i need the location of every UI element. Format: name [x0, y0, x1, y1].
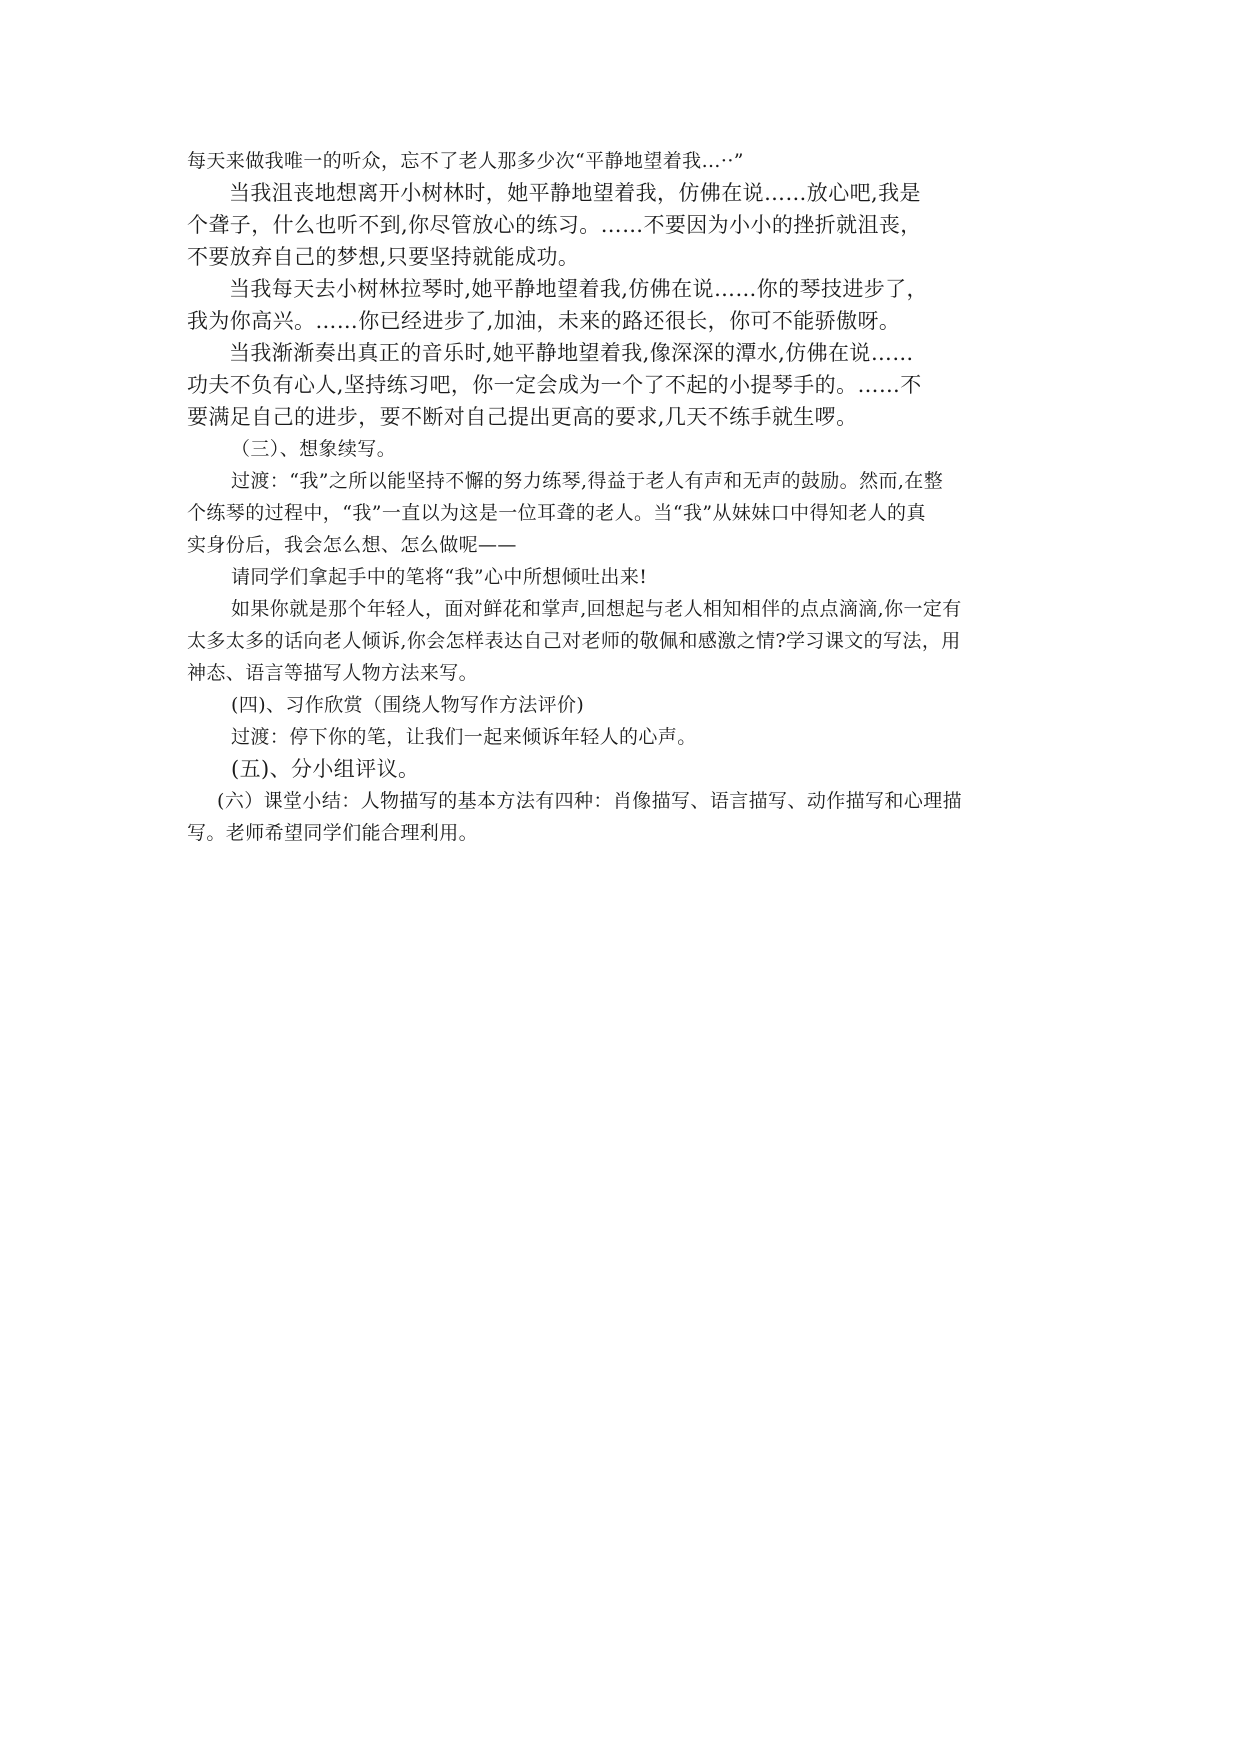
section-heading: (六）课堂小结：人物描写的基本方法有四种：肖像描写、语言描写、动作描写和心理描 — [217, 790, 963, 812]
text-line: 个练琴的过程中，“我”一直以为这是一位耳聋的老人。当“我”从妹妹口中得知老人的真 — [187, 502, 926, 524]
paragraph-line: 当我每天去小树林拉琴时,她平静地望着我,仿佛在说……你的琴技进步了， — [229, 277, 928, 301]
paragraph-line: 请同学们拿起手中的笔将“我”心中所想倾吐出来! — [231, 566, 648, 588]
paragraph-line: 过渡：“我”之所以能坚持不懈的努力练琴,得益于老人有声和无声的鼓励。然而,在整 — [231, 470, 944, 492]
text-line: 每天来做我唯一的听众，忘不了老人那多少次“平静地望着我…··” — [187, 150, 744, 172]
text-line: 要满足自己的进步，要不断对自己提出更高的要求,几天不练手就生啰。 — [187, 405, 858, 429]
text-line: 我为你高兴。……你已经进步了,加油，未来的路还很长，你可不能骄傲呀。 — [187, 309, 901, 333]
paragraph-line: 当我沮丧地想离开小树林时，她平静地望着我，仿佛在说……放心吧,我是 — [229, 181, 921, 205]
section-heading: (四)、习作欣赏（围绕人物写作方法评价) — [231, 694, 585, 716]
paragraph-line: 当我渐渐奏出真正的音乐时,她平静地望着我,像深深的潭水,仿佛在说…… — [229, 341, 914, 365]
text-line: 实身份后，我会怎么想、怎么做呢—— — [187, 534, 517, 556]
section-heading: (五)、分小组评议。 — [231, 757, 420, 781]
text-line: 写。老师希望同学们能合理利用。 — [187, 822, 479, 844]
paragraph-line: 如果你就是那个年轻人，面对鲜花和掌声,回想起与老人相知相伴的点点滴滴,你一定有 — [231, 598, 962, 620]
section-heading: （三）、想象续写。 — [231, 438, 397, 460]
text-line: 神态、语言等描写人物方法来写。 — [187, 662, 479, 684]
text-line: 不要放弃自己的梦想,只要坚持就能成功。 — [187, 245, 580, 269]
text-line: 个聋子，什么也听不到,你尽管放心的练习。……不要因为小小的挫折就沮丧， — [187, 213, 922, 237]
text-line: 太多太多的话向老人倾诉,你会怎样表达自己对老师的敬佩和感激之情?学习课文的写法，用 — [187, 630, 961, 652]
document-body — [187, 145, 1057, 849]
text-line: 功夫不负有心人,坚持练习吧，你一定会成为一个了不起的小提琴手的。……不 — [187, 373, 922, 397]
paragraph-line: 过渡：停下你的笔，让我们一起来倾诉年轻人的心声。 — [231, 726, 697, 748]
